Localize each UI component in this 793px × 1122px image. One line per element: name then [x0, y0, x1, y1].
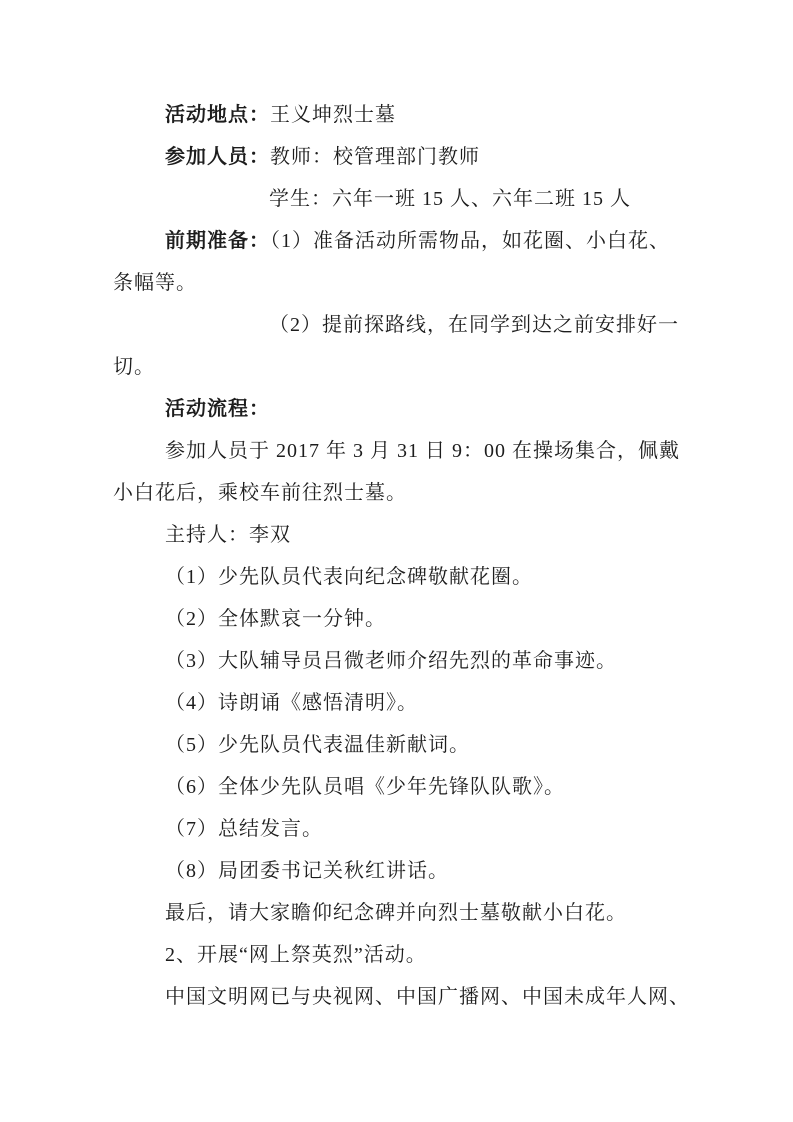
text-run: 小白花后，乘校车前往烈士墓。 [113, 482, 407, 504]
paragraph-line [113, 724, 683, 766]
text-run: （2）全体默哀一分钟。 [165, 608, 386, 630]
paragraph-line [113, 94, 683, 136]
label-text-run: 活动流程： [165, 398, 270, 420]
text-run: 条幅等。 [113, 272, 197, 294]
text-run: 主持人：李双 [165, 524, 291, 546]
text-run: （7）总结发言。 [165, 818, 323, 840]
text-run: 参加人员于 2017 年 3 月 31 日 9：00 在操场集合，佩戴 [165, 440, 680, 462]
text-run: （4）诗朗诵《感悟清明》。 [165, 692, 418, 714]
text-run: 中国文明网已与央视网、中国广播网、中国未成年人网、 [165, 986, 690, 1008]
paragraph-line [113, 808, 683, 850]
text-run: （1）准备活动所需物品，如花圈、小白花、 [270, 230, 670, 252]
paragraph-line [113, 556, 683, 598]
paragraph-line [113, 136, 683, 178]
text-run: （3）大队辅导员吕微老师介绍先烈的革命事迹。 [165, 650, 617, 672]
paragraph-line [113, 346, 683, 388]
text-run: 最后，请大家瞻仰纪念碑并向烈士墓敬献小白花。 [165, 902, 627, 924]
text-run: （2）提前探路线，在同学到达之前安排好一 [269, 314, 679, 336]
paragraph-line [113, 514, 683, 556]
text-run: 王义坤烈士墓 [270, 104, 396, 126]
label-text-run: 参加人员： [165, 146, 270, 168]
label-text-run: 活动地点： [165, 104, 270, 126]
document-body [113, 94, 690, 1018]
paragraph-line [113, 682, 683, 724]
paragraph-line [113, 304, 683, 346]
text-run: （5）少先队员代表温佳新献词。 [165, 734, 470, 756]
text-run: 教师：校管理部门教师 [270, 146, 480, 168]
paragraph-line [113, 178, 683, 220]
paragraph-line [113, 934, 683, 976]
paragraph-line [113, 850, 683, 892]
paragraph-line [113, 220, 683, 262]
text-run: （1）少先队员代表向纪念碑敬献花圈。 [165, 566, 533, 588]
label-text-run: 前期准备： [165, 230, 270, 252]
paragraph-line [113, 598, 683, 640]
paragraph-line [113, 262, 683, 304]
text-run: （6）全体少先队员唱《少年先锋队队歌》。 [165, 776, 565, 798]
paragraph-line [113, 430, 683, 472]
paragraph-line [113, 766, 683, 808]
paragraph-line [113, 640, 683, 682]
paragraph-line [113, 976, 690, 1018]
paragraph-line [113, 388, 683, 430]
text-run: 2、开展“网上祭英烈”活动。 [165, 944, 427, 966]
text-run: 切。 [113, 356, 155, 378]
paragraph-line [113, 472, 683, 514]
text-run: （8）局团委书记关秋红讲话。 [165, 860, 449, 882]
paragraph-line [113, 892, 683, 934]
text-run: 学生：六年一班 15 人、六年二班 15 人 [269, 188, 631, 210]
